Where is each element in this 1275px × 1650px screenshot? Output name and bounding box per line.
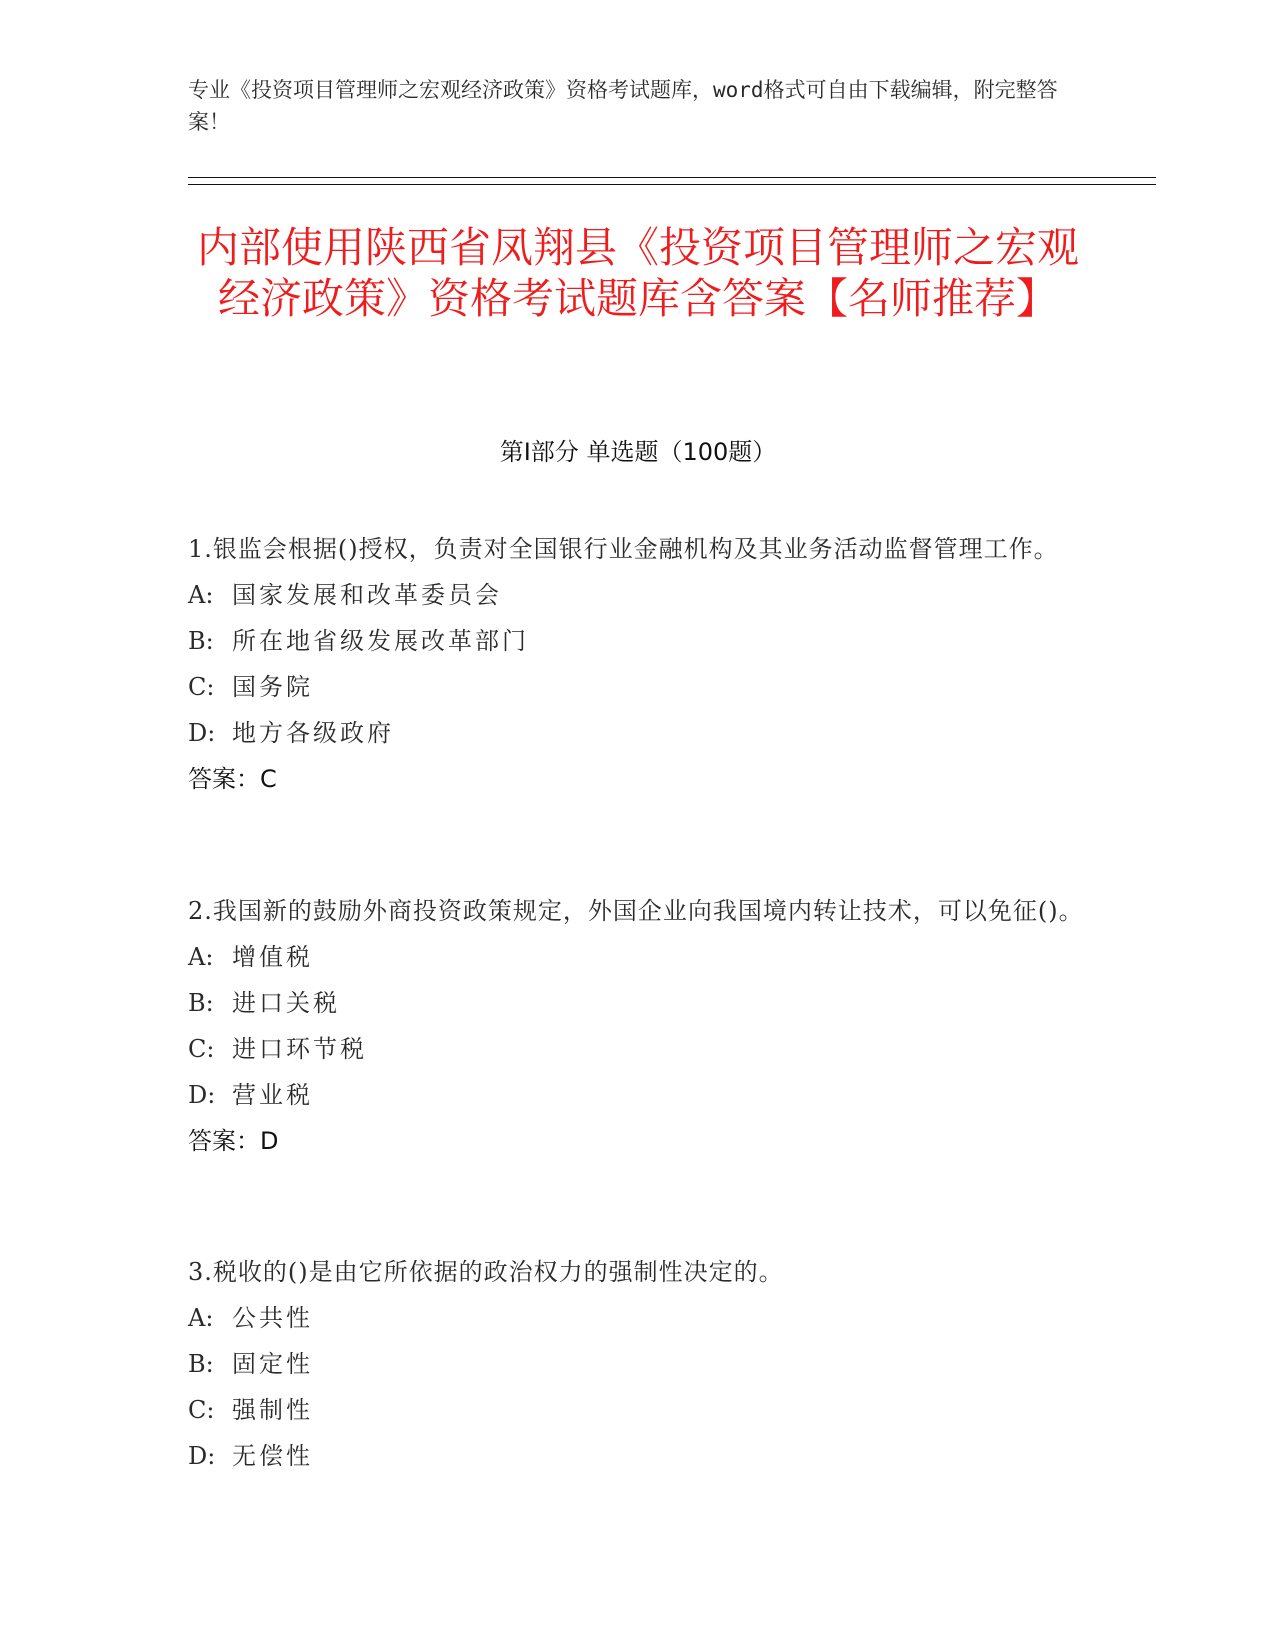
option-c xyxy=(188,1026,1088,1072)
header-divider-top xyxy=(188,177,1156,178)
option-key: C: xyxy=(188,1035,215,1063)
option-text: 营业税 xyxy=(232,1081,313,1109)
question-text: 3.税收的()是由它所依据的政治权力的强制性决定的。 xyxy=(188,1258,784,1286)
question-2 xyxy=(188,889,1088,1164)
option-a xyxy=(188,934,1088,980)
option-b xyxy=(188,618,1088,664)
question-1 xyxy=(188,527,1088,802)
option-text: 所在地省级发展改革部门 xyxy=(232,627,529,655)
option-a xyxy=(188,1295,1088,1341)
option-key: B: xyxy=(188,1350,214,1378)
answer-line: 答案：C xyxy=(188,765,277,793)
option-key: C: xyxy=(188,1396,215,1424)
option-d xyxy=(188,1072,1088,1118)
option-key: B: xyxy=(188,627,214,655)
header-divider-bottom xyxy=(188,184,1156,185)
section-title: 第Ⅰ部分 单选题（100题） xyxy=(499,438,777,466)
option-text: 国家发展和改革委员会 xyxy=(232,581,502,609)
option-key: D: xyxy=(188,1081,216,1109)
option-text: 强制性 xyxy=(232,1396,313,1424)
option-c xyxy=(188,664,1088,710)
option-text: 固定性 xyxy=(232,1350,313,1378)
option-key: D: xyxy=(188,1442,216,1470)
option-text: 增值税 xyxy=(232,943,313,971)
option-key: A: xyxy=(188,581,214,609)
option-d xyxy=(188,1433,1088,1479)
option-key: C: xyxy=(188,673,215,701)
option-a xyxy=(188,572,1088,618)
option-d xyxy=(188,710,1088,756)
document-title: 内部使用陕西省凤翔县《投资项目管理师之宏观经济政策》资格考试题库含答案【名师推荐】 xyxy=(196,223,1079,323)
option-text: 地方各级政府 xyxy=(232,719,394,747)
question-text: 2.我国新的鼓励外商投资政策规定，外国企业向我国境内转让技术，可以免征()。 xyxy=(188,897,1084,925)
option-text: 公共性 xyxy=(232,1304,313,1332)
option-text: 国务院 xyxy=(232,673,313,701)
option-text: 进口关税 xyxy=(232,989,340,1017)
question-text: 1.银监会根据()授权，负责对全国银行业金融机构及其业务活动监督管理工作。 xyxy=(188,535,1059,563)
option-key: D: xyxy=(188,719,216,747)
option-c xyxy=(188,1387,1088,1433)
option-b xyxy=(188,980,1088,1026)
header-note: 专业《投资项目管理师之宏观经济政策》资格考试题库，word格式可自由下载编辑，附完整答案！ xyxy=(188,78,1058,134)
option-b xyxy=(188,1341,1088,1387)
option-key: B: xyxy=(188,989,214,1017)
question-3 xyxy=(188,1250,1088,1479)
answer-line: 答案：D xyxy=(188,1127,279,1155)
option-text: 无偿性 xyxy=(232,1442,313,1470)
option-key: A: xyxy=(188,1304,214,1332)
option-text: 进口环节税 xyxy=(232,1035,367,1063)
option-key: A: xyxy=(188,943,214,971)
